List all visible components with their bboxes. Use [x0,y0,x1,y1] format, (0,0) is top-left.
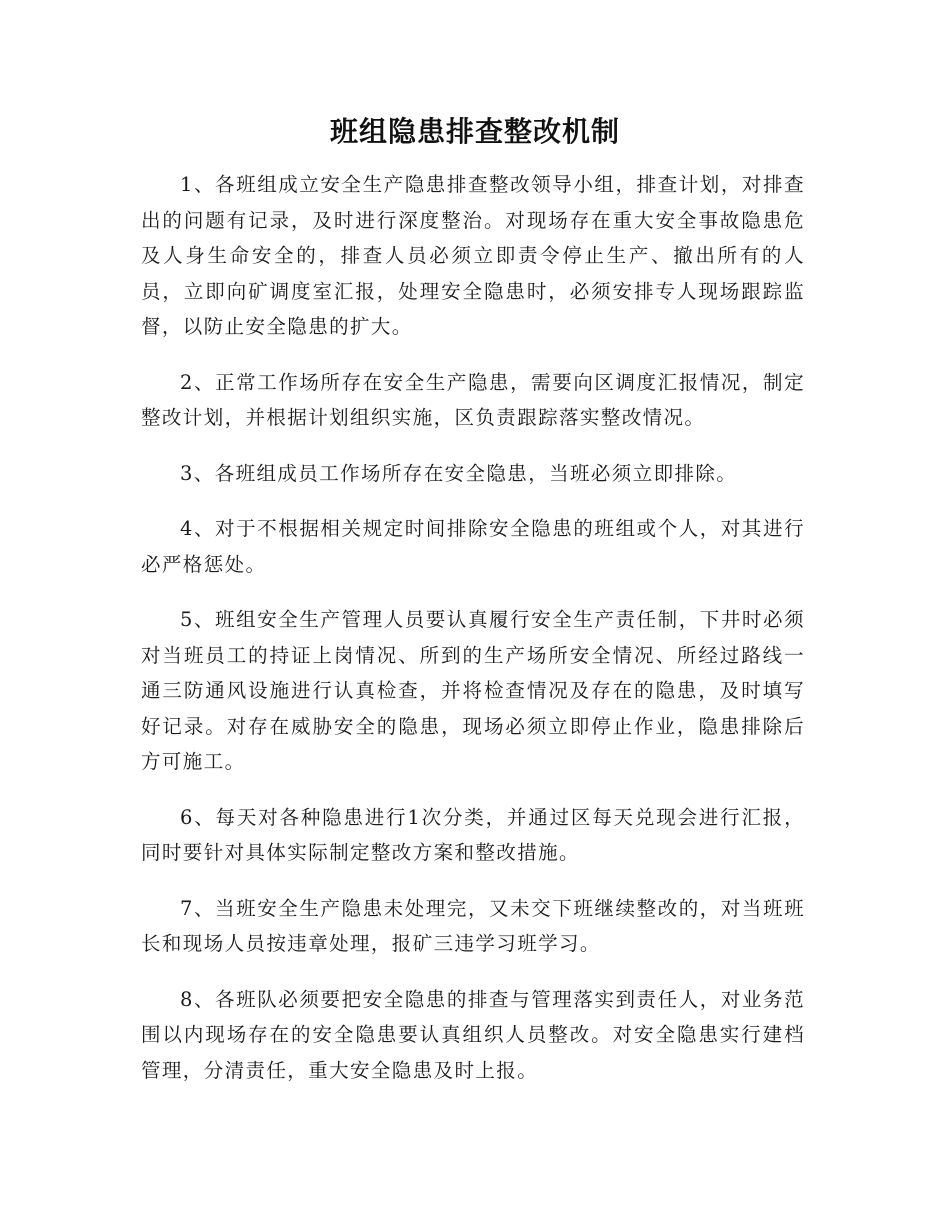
paragraph-7: 7、当班安全生产隐患未处理完，又未交下班继续整改的，对当班班长和现场人员按违章处理，报矿三违学习班学习。 [141,896,805,955]
paragraph-6: 6、每天对各种隐患进行1次分类，并通过区每天兑现会进行汇报，同时要针对具体实际制定整改方案和整改措施。 [141,805,805,864]
paragraph-3: 3、各班组成员工作场所存在安全隐患，当班必须立即排除。 [180,461,738,485]
paragraph-4: 4、对于不根据相关规定时间排除安全隐患的班组或个人，对其进行必严格惩处。 [141,517,805,576]
paragraph-8: 8、各班队必须要把安全隐患的排查与管理落实到责任人，对业务范围以内现场存在的安全隐患要认真组织人员整改。对安全隐患实行建档管理，分清责任，重大安全隐患及时上报。 [141,987,805,1082]
paragraph-1: 1、各班组成立安全生产隐患排查整改领导小组，排查计划，对排查出的问题有记录，及时进行深度整治。对现场存在重大安全事故隐患危及人身生命安全的，排查人员必须立即责令停止生产、撤出所有的人员，立即向矿调度室汇报，处理安全隐患时，必须安排专人现场跟踪监督，以防止安全隐患的扩大。 [141,173,805,338]
document-title: 班组隐患排查整改机制 [329,115,620,148]
paragraph-2: 2、正常工作场所存在安全生产隐患，需要向区调度汇报情况，制定整改计划，并根据计划组织实施，区负责跟踪落实整改情况。 [141,370,805,429]
paragraph-5: 5、班组安全生产管理人员要认真履行安全生产责任制，下井时必须对当班员工的持证上岗情况、所到的生产场所安全情况、所经过路线一通三防通风设施进行认真检查，并将检查情况及存在的隐患，及时填写好记录。对存在威胁安全的隐患，现场必须立即停止作业，隐患排除后方可施工。 [141,608,805,773]
document-body [141,167,805,1108]
